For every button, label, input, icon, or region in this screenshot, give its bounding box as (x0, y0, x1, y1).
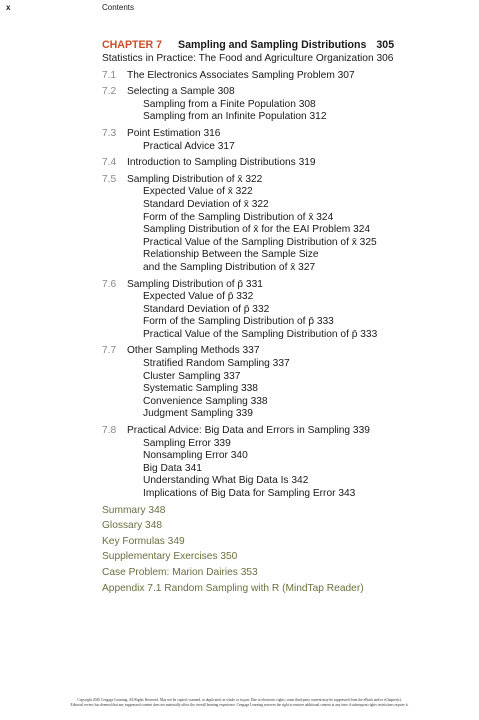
section-number: 7.1 (102, 69, 117, 81)
subsection-entry[interactable]: Implications of Big Data for Sampling Error 343 (143, 488, 356, 499)
chapter-heading (102, 39, 472, 52)
running-head: Contents (102, 3, 135, 12)
subsection-entry[interactable]: Practical Advice 317 (143, 140, 235, 152)
subsection-entry[interactable]: Practical Value of the Sampling Distribution of p̄ 333 (143, 328, 378, 340)
end-matter-entry[interactable]: Appendix 7.1 Random Sampling with R (MindTap Reader) (102, 582, 364, 594)
subsection-entry[interactable]: Practical Value of the Sampling Distribution of x̄ 325 (143, 236, 377, 248)
chapter-page: 305 (376, 39, 395, 51)
copyright-footer (0, 698, 479, 708)
section-title: Other Sampling Methods 337 (127, 345, 260, 357)
end-matter-entry[interactable]: Summary 348 (102, 504, 166, 516)
subsection-entry[interactable]: Expected Value of x̄ 322 (143, 186, 253, 198)
subsection-entry[interactable]: and the Sampling Distribution of x̄ 327 (143, 261, 316, 273)
subsection-entry[interactable]: Convenience Sampling 338 (143, 395, 268, 407)
chapter-title: Sampling and Sampling Distributions (178, 39, 367, 51)
intro-entry[interactable]: Statistics in Practice: The Food and Agriculture Organization 306 (102, 53, 394, 64)
section-entry[interactable] (102, 157, 472, 170)
section-title: Practical Advice: Big Data and Errors in Sampling 339 (127, 425, 370, 437)
end-matter-entry[interactable]: Supplementary Exercises 350 (102, 551, 238, 563)
subsection-entry[interactable]: Stratified Random Sampling 337 (143, 358, 290, 370)
subsection-entry[interactable]: Relationship Between the Sample Size (143, 249, 319, 261)
page-number: x (6, 3, 11, 12)
section-title: Selecting a Sample 308 (127, 86, 235, 98)
subsection-entry[interactable]: Big Data 341 (143, 462, 202, 474)
section-title: Point Estimation 316 (127, 127, 221, 139)
end-matter-entry[interactable]: Key Formulas 349 (102, 535, 185, 547)
subsection-entry[interactable]: Judgment Sampling 339 (143, 408, 253, 420)
subsection-entry[interactable]: Understanding What Big Data Is 342 (143, 475, 309, 487)
subsection-entry[interactable]: Nonsampling Error 340 (143, 450, 248, 462)
subsection-entry[interactable]: Standard Deviation of p̄ 332 (143, 303, 270, 315)
subsection-entry[interactable]: Sampling Error 339 (143, 437, 231, 449)
section-number: 7.2 (102, 86, 117, 98)
section-title: Sampling Distribution of p̄ 331 (127, 278, 263, 290)
subsection-entry[interactable]: Sampling from an Infinite Population 312 (143, 111, 327, 123)
subsection-entry[interactable]: Standard Deviation of x̄ 322 (143, 198, 269, 210)
subsection-entry[interactable]: Sampling from a Finite Population 308 (143, 98, 316, 110)
subsection-entry[interactable]: Expected Value of p̄ 332 (143, 291, 254, 303)
section-entry[interactable] (102, 70, 472, 83)
subsection-entry[interactable]: Form of the Sampling Distribution of x̄ 324 (143, 211, 334, 223)
section-entry[interactable] (102, 128, 472, 141)
copyright-line-1: Copyright 2020 Cengage Learning. All Rights Reserved. May not be copied, scanned, or duplicated, in whole or in part. Due to electronic rights, some third party content may be suppressed from the eBook and/or eChapter(s). (77, 698, 402, 702)
section-list (102, 70, 472, 501)
section-title: Sampling Distribution of x̄ 322 (127, 173, 263, 185)
section-entry[interactable] (102, 425, 472, 438)
section-number: 7.6 (102, 278, 117, 290)
section-number: 7.4 (102, 157, 117, 169)
subsection-entry[interactable]: Form of the Sampling Distribution of p̄ 333 (143, 316, 334, 328)
subsection-entry[interactable]: Systematic Sampling 338 (143, 383, 258, 395)
end-matter-entry[interactable]: Glossary 348 (102, 520, 163, 532)
section-number: 7.3 (102, 127, 117, 139)
section-title: Introduction to Sampling Distributions 319 (127, 157, 316, 169)
subsection-entry[interactable]: Cluster Sampling 337 (143, 370, 241, 382)
end-matter-entry[interactable]: Case Problem: Marion Dairies 353 (102, 566, 258, 578)
section-entry[interactable] (102, 345, 472, 358)
section-entry[interactable] (102, 174, 472, 187)
copyright-line-2: Editorial review has deemed that any suppressed content does not materially affect the overall learning experience. Cengage Learning reserves the right to remove additional content at any time if subsequent rights restrictions require it. (70, 703, 409, 707)
end-matter-list (102, 505, 472, 596)
table-of-contents (102, 39, 472, 595)
section-entry[interactable] (102, 86, 472, 99)
section-number: 7.7 (102, 345, 117, 357)
subsection-entry[interactable]: Sampling Distribution of x̄ for the EAI Problem 324 (143, 224, 371, 236)
section-number: 7.5 (102, 173, 117, 185)
chapter-label: CHAPTER 7 (102, 39, 163, 51)
section-entry[interactable] (102, 279, 472, 292)
section-number: 7.8 (102, 425, 117, 437)
section-title: The Electronics Associates Sampling Problem 307 (127, 69, 355, 81)
